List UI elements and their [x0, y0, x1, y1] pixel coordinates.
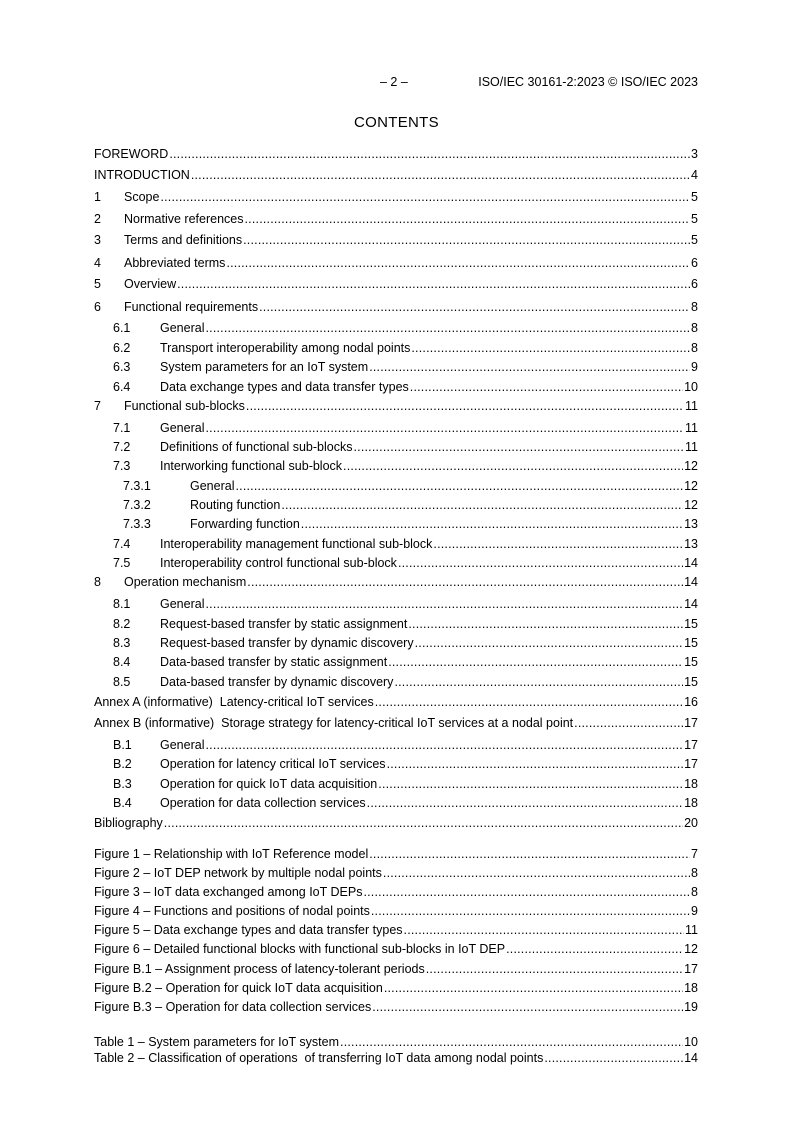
- toc-entry-6-3[interactable]: [113, 359, 698, 375]
- toc-entry-7-3[interactable]: [113, 458, 698, 474]
- dot-leader: [245, 211, 691, 227]
- toc-page-number: 12: [684, 498, 698, 512]
- toc-entry-b-2[interactable]: [113, 756, 698, 772]
- toc-section-number: 7.1: [113, 421, 131, 435]
- figure-entry[interactable]: [94, 884, 698, 900]
- toc-entry-text: Request-based transfer by static assignment: [160, 617, 408, 631]
- toc-page-number: 8: [691, 321, 698, 335]
- toc-entry-overview[interactable]: [94, 276, 698, 292]
- toc-entry-text: Operation for quick IoT data acquisition: [160, 777, 378, 791]
- toc-entry-7-3-3[interactable]: [123, 516, 698, 532]
- toc-section-number: B.1: [113, 738, 132, 752]
- dot-leader: [410, 379, 683, 395]
- figure-page-number: 9: [691, 904, 698, 918]
- toc-section-number: 6: [94, 300, 101, 314]
- figure-entry-text: Figure 3 – IoT data exchanged among IoT DEPs: [94, 885, 363, 899]
- toc-page-number: 9: [691, 360, 698, 374]
- toc-section-number: 5: [94, 277, 101, 291]
- toc-entry-text: Normative references: [124, 212, 244, 226]
- toc-entry-text: Functional sub-blocks: [124, 399, 245, 413]
- dot-leader: [408, 616, 683, 632]
- figure-page-number: 8: [691, 866, 698, 880]
- toc-page-number: 13: [684, 537, 698, 551]
- toc-entry-text: Annex A (informative) Latency-critical IoT services: [94, 695, 374, 709]
- dot-leader: [367, 795, 683, 811]
- figure-page-number: 11: [685, 923, 698, 937]
- toc-entry-text: Interoperability management functional sub-block: [160, 537, 433, 551]
- table-entry[interactable]: [94, 1050, 698, 1066]
- dot-leader: [506, 941, 683, 957]
- standard-designation: ISO/IEC 30161-2:2023 © ISO/IEC 2023: [478, 75, 698, 89]
- toc-entry-text: Data-based transfer by dynamic discovery: [160, 675, 394, 689]
- toc-entry-8-3[interactable]: [113, 635, 698, 651]
- toc-section-number: 8.5: [113, 675, 131, 689]
- toc-page-number: 18: [684, 796, 698, 810]
- table-entry-text: Table 2 – Classification of operations of transferring IoT data among nodal points: [94, 1051, 544, 1065]
- toc-entry-text: General: [190, 479, 235, 493]
- toc-entry-text: Scope: [124, 190, 160, 204]
- toc-entry-text: General: [160, 421, 205, 435]
- toc-page-number: 17: [684, 716, 698, 730]
- dot-leader: [387, 756, 684, 772]
- table-page-number: 14: [684, 1051, 698, 1065]
- toc-section-number: 6.4: [113, 380, 131, 394]
- table-entry[interactable]: [94, 1034, 698, 1050]
- toc-entry-text: Transport interoperability among nodal points: [160, 341, 411, 355]
- toc-section-number: 7.4: [113, 537, 131, 551]
- toc-page-number: 11: [685, 421, 698, 435]
- figure-entry[interactable]: [94, 999, 698, 1015]
- figure-page-number: 7: [691, 847, 698, 861]
- toc-entry-text: Overview: [124, 277, 177, 291]
- toc-section-number: 7.3.2: [123, 498, 151, 512]
- toc-section-number: 6.2: [113, 341, 131, 355]
- toc-entry-7-1[interactable]: [113, 420, 698, 436]
- toc-page-number: 11: [685, 399, 698, 413]
- dot-leader: [205, 420, 684, 436]
- toc-entry-text: Data-based transfer by static assignment: [160, 655, 388, 669]
- dot-leader: [177, 276, 690, 292]
- figure-page-number: 19: [684, 1000, 698, 1014]
- toc-entry-text: Interworking functional sub-block: [160, 459, 343, 473]
- toc-entry-text: General: [160, 597, 205, 611]
- dot-leader: [544, 1050, 683, 1066]
- toc-page-number: 10: [684, 380, 698, 394]
- dot-leader: [415, 635, 684, 651]
- dot-leader: [411, 340, 690, 356]
- dot-leader: [205, 596, 683, 612]
- dot-leader: [574, 715, 683, 731]
- figure-entry[interactable]: [94, 941, 698, 957]
- figure-entry[interactable]: [94, 922, 698, 938]
- toc-page-number: 15: [684, 636, 698, 650]
- table-entry-text: Table 1 – System parameters for IoT system: [94, 1035, 340, 1049]
- toc-entry-b-1[interactable]: [113, 737, 698, 753]
- figure-entry-text: Figure B.3 – Operation for data collection services: [94, 1000, 372, 1014]
- dot-leader: [426, 961, 683, 977]
- dot-leader: [372, 999, 683, 1015]
- dot-leader: [363, 884, 690, 900]
- toc-entry-text: INTRODUCTION: [94, 168, 190, 182]
- toc-section-number: 7.3: [113, 459, 131, 473]
- toc-entry-text: Operation for data collection services: [160, 796, 366, 810]
- page-number: – 2 –: [380, 75, 408, 89]
- toc-entry-6-1[interactable]: [113, 320, 698, 336]
- dot-leader: [205, 737, 683, 753]
- dot-leader: [388, 654, 683, 670]
- toc-entry-text: Routing function: [190, 498, 281, 512]
- toc-section-number: 7.5: [113, 556, 131, 570]
- toc-entry-8-5[interactable]: [113, 674, 698, 690]
- figure-entry-text: Figure 6 – Detailed functional blocks with functional sub-blocks in IoT DEP: [94, 942, 506, 956]
- toc-entry-functional-requirements[interactable]: [94, 299, 698, 315]
- toc-entry-text: Bibliography: [94, 816, 163, 830]
- toc-section-number: 4: [94, 256, 101, 270]
- dot-leader: [247, 574, 683, 590]
- toc-section-number: 8: [94, 575, 101, 589]
- toc-section-number: 2: [94, 212, 101, 226]
- figure-entry[interactable]: [94, 961, 698, 977]
- toc-page-number: 14: [684, 597, 698, 611]
- toc-entry-text: Data exchange types and data transfer types: [160, 380, 409, 394]
- toc-entry-functional-sub-blocks[interactable]: [94, 398, 698, 414]
- figure-page-number: 12: [684, 942, 698, 956]
- figure-entry-text: Figure B.1 – Assignment process of latency-tolerant periods: [94, 962, 425, 976]
- dot-leader: [369, 359, 690, 375]
- dot-leader: [340, 1034, 683, 1050]
- toc-entry-text: FOREWORD: [94, 147, 169, 161]
- toc-section-number: 7.2: [113, 440, 131, 454]
- toc-section-number: 6.3: [113, 360, 131, 374]
- toc-entry-text: Forwarding function: [190, 517, 300, 531]
- toc-section-number: 1: [94, 190, 101, 204]
- toc-page-number: 16: [684, 695, 698, 709]
- toc-page-number: 12: [684, 479, 698, 493]
- toc-page-number: 13: [684, 517, 698, 531]
- toc-entry-text: Functional requirements: [124, 300, 259, 314]
- toc-entry-annex-a[interactable]: [94, 694, 698, 710]
- toc-section-number: B.3: [113, 777, 132, 791]
- toc-entry-7-3-1[interactable]: [123, 478, 698, 494]
- toc-entry-text: Terms and definitions: [124, 233, 243, 247]
- toc-section-number: B.4: [113, 796, 132, 810]
- toc-entry-annex-b[interactable]: [94, 715, 698, 731]
- toc-page-number: 14: [684, 575, 698, 589]
- toc-entry-7-2[interactable]: [113, 439, 698, 455]
- toc-entry-text: Annex B (informative) Storage strategy for latency-critical IoT services at a nodal point: [94, 716, 574, 730]
- figure-entry-text: Figure 2 – IoT DEP network by multiple nodal points: [94, 866, 382, 880]
- toc-page-number: 15: [684, 675, 698, 689]
- toc-entry-abbreviated-terms[interactable]: [94, 255, 698, 271]
- figure-page-number: 18: [684, 981, 698, 995]
- dot-leader: [353, 439, 684, 455]
- toc-page-number: 6: [691, 277, 698, 291]
- toc-page-number: 5: [691, 212, 698, 226]
- toc-page-number: 8: [691, 300, 698, 314]
- toc-section-number: 7.3.3: [123, 517, 151, 531]
- toc-section-number: 6.1: [113, 321, 131, 335]
- page-header: [380, 75, 698, 89]
- toc-section-number: B.2: [113, 757, 132, 771]
- toc-page-number: 15: [684, 617, 698, 631]
- toc-page-number: 5: [691, 190, 698, 204]
- toc-entry-7-5[interactable]: [113, 555, 698, 571]
- toc-page-number: 20: [684, 816, 698, 830]
- dot-leader: [243, 232, 690, 248]
- dot-leader: [343, 458, 683, 474]
- dot-leader: [394, 674, 683, 690]
- figure-entry-text: Figure 1 – Relationship with IoT Reference model: [94, 847, 369, 861]
- toc-entry-b-4[interactable]: [113, 795, 698, 811]
- figure-entry-text: Figure 5 – Data exchange types and data transfer types: [94, 923, 403, 937]
- figure-entry-text: Figure B.2 – Operation for quick IoT data acquisition: [94, 981, 383, 995]
- toc-entry-terms-definitions[interactable]: [94, 232, 698, 248]
- toc-entry-text: Abbreviated terms: [124, 256, 226, 270]
- toc-entry-b-3[interactable]: [113, 776, 698, 792]
- toc-entry-text: General: [160, 321, 205, 335]
- dot-leader: [383, 865, 690, 881]
- dot-leader: [378, 776, 683, 792]
- toc-section-number: 8.2: [113, 617, 131, 631]
- toc-entry-text: General: [160, 738, 205, 752]
- dot-leader: [169, 146, 690, 162]
- table-page-number: 10: [684, 1035, 698, 1049]
- toc-page-number: 18: [684, 777, 698, 791]
- toc-page-number: 5: [691, 233, 698, 247]
- dot-leader: [191, 167, 690, 183]
- toc-entry-text: Definitions of functional sub-blocks: [160, 440, 353, 454]
- toc-entry-bibliography[interactable]: [94, 815, 698, 831]
- dot-leader: [301, 516, 683, 532]
- dot-leader: [398, 555, 683, 571]
- toc-entry-8-2[interactable]: [113, 616, 698, 632]
- toc-section-number: 8.3: [113, 636, 131, 650]
- toc-entry-normative-references[interactable]: [94, 211, 698, 227]
- toc-entry-text: System parameters for an IoT system: [160, 360, 369, 374]
- toc-page-number: 11: [685, 440, 698, 454]
- toc-entry-8-1[interactable]: [113, 596, 698, 612]
- figure-entry-text: Figure 4 – Functions and positions of nodal points: [94, 904, 370, 918]
- dot-leader: [259, 299, 690, 315]
- toc-entry-foreword[interactable]: [94, 146, 698, 162]
- toc-page-number: 6: [691, 256, 698, 270]
- dot-leader: [235, 478, 683, 494]
- toc-entry-text: Operation for latency critical IoT services: [160, 757, 386, 771]
- toc-entry-operation-mechanism[interactable]: [94, 574, 698, 590]
- dot-leader: [371, 903, 690, 919]
- toc-section-number: 8.4: [113, 655, 131, 669]
- dot-leader: [160, 189, 690, 205]
- toc-entry-introduction[interactable]: [94, 167, 698, 183]
- toc-page-number: 8: [691, 341, 698, 355]
- figure-entry[interactable]: [94, 846, 698, 862]
- toc-page-number: 3: [691, 147, 698, 161]
- toc-entry-scope[interactable]: [94, 189, 698, 205]
- figure-entry[interactable]: [94, 903, 698, 919]
- toc-entry-7-4[interactable]: [113, 536, 698, 552]
- toc-entry-6-4[interactable]: [113, 379, 698, 395]
- toc-entry-text: Request-based transfer by dynamic discovery: [160, 636, 414, 650]
- toc-section-number: 7.3.1: [123, 479, 151, 493]
- toc-entry-7-3-2[interactable]: [123, 497, 698, 513]
- dot-leader: [205, 320, 690, 336]
- toc-page-number: 17: [684, 757, 698, 771]
- toc-entry-6-2[interactable]: [113, 340, 698, 356]
- toc-entry-text: Interoperability control functional sub-block: [160, 556, 397, 570]
- figure-page-number: 17: [684, 962, 698, 976]
- dot-leader: [433, 536, 683, 552]
- toc-page-number: 17: [684, 738, 698, 752]
- dot-leader: [369, 846, 690, 862]
- dot-leader: [281, 497, 683, 513]
- toc-page-number: 12: [684, 459, 698, 473]
- dot-leader: [226, 255, 690, 271]
- dot-leader: [404, 922, 684, 938]
- figure-entry[interactable]: [94, 865, 698, 881]
- toc-entry-text: Operation mechanism: [124, 575, 247, 589]
- toc-entry-8-4[interactable]: [113, 654, 698, 670]
- page-title: CONTENTS: [354, 114, 439, 131]
- dot-leader: [384, 980, 683, 996]
- toc-page-number: 15: [684, 655, 698, 669]
- toc-section-number: 3: [94, 233, 101, 247]
- toc-section-number: 8.1: [113, 597, 131, 611]
- dot-leader: [246, 398, 684, 414]
- toc-page-number: 4: [691, 168, 698, 182]
- figure-entry[interactable]: [94, 980, 698, 996]
- figure-page-number: 8: [691, 885, 698, 899]
- toc-page-number: 14: [684, 556, 698, 570]
- dot-leader: [164, 815, 683, 831]
- dot-leader: [375, 694, 683, 710]
- toc-section-number: 7: [94, 399, 101, 413]
